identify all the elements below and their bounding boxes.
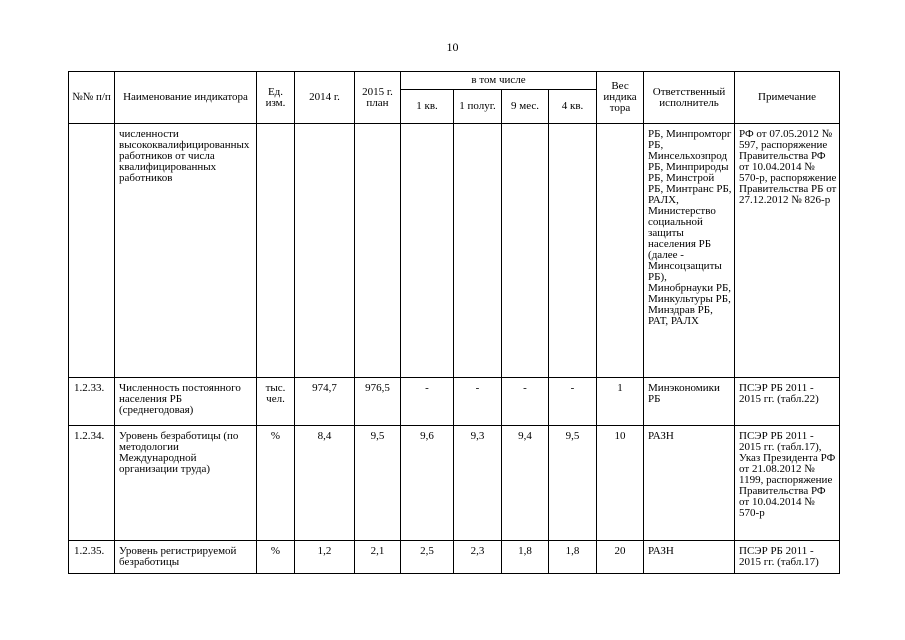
indicators-table: [68, 71, 840, 574]
cell-2015: 2,1: [355, 541, 401, 574]
page-number: 10: [446, 40, 459, 54]
cell-weight: 20: [597, 541, 644, 574]
cell-2015: 976,5: [355, 378, 401, 426]
cell-2014: 1,2: [295, 541, 355, 574]
cell-weight: [597, 124, 644, 378]
header-half-year: 1 полуг.: [454, 90, 502, 124]
cell-responsible: РБ, Минпромторг РБ, Минсельхозпрод РБ, Минприроды РБ, Минстрой РБ, Минтранс РБ, РАЛХ, Министерство социальной защиты населения РБ (далее - Минсоцзащиты РБ), Минобрнауки РБ, Минкультуры РБ, Минздрав РБ, РАТ, РАЛХ: [644, 124, 735, 378]
cell-note: ПСЭР РБ 2011 - 2015 гг. (табл.22): [735, 378, 840, 426]
header-num: №№ п/п: [69, 72, 115, 124]
cell-weight: 10: [597, 426, 644, 541]
cell-responsible: РАЗН: [644, 541, 735, 574]
cell-q1: [401, 124, 454, 378]
header-note: Примечание: [735, 72, 840, 124]
cell-num: 1.2.33.: [69, 378, 115, 426]
cell-2014: 8,4: [295, 426, 355, 541]
cell-q1: 9,6: [401, 426, 454, 541]
header-2015-plan: 2015 г. план: [355, 72, 401, 124]
cell-half-year: 2,3: [454, 541, 502, 574]
cell-q1: 2,5: [401, 541, 454, 574]
cell-2015: [355, 124, 401, 378]
cell-note: ПСЭР РБ 2011 - 2015 гг. (табл.17), Указ Президента РФ от 21.08.2012 № 1199, распоряжение Правительства РФ от 10.04.2014 № 570-р: [735, 426, 840, 541]
cell-name: численности высококвалифицированных работников от числа квалифицированных работников: [115, 124, 257, 378]
header-unit: Ед. изм.: [257, 72, 295, 124]
cell-q4: [549, 124, 597, 378]
cell-responsible: РАЗН: [644, 426, 735, 541]
header-weight: Вес индика тора: [597, 72, 644, 124]
header-q1: 1 кв.: [401, 90, 454, 124]
cell-9-months: -: [502, 378, 549, 426]
cell-unit: %: [257, 426, 295, 541]
cell-q4: 1,8: [549, 541, 597, 574]
cell-2015: 9,5: [355, 426, 401, 541]
cell-q1: -: [401, 378, 454, 426]
cell-num: 1.2.34.: [69, 426, 115, 541]
cell-unit: %: [257, 541, 295, 574]
cell-q4: -: [549, 378, 597, 426]
table-row: [69, 124, 840, 378]
header-responsible: Ответственный исполнитель: [644, 72, 735, 124]
header-name: Наименование индикатора: [115, 72, 257, 124]
cell-9-months: 9,4: [502, 426, 549, 541]
cell-half-year: [454, 124, 502, 378]
header-q4: 4 кв.: [549, 90, 597, 124]
cell-weight: 1: [597, 378, 644, 426]
cell-9-months: 1,8: [502, 541, 549, 574]
cell-name: Численность постоянного населения РБ (среднегодовая): [115, 378, 257, 426]
header-2014: 2014 г.: [295, 72, 355, 124]
cell-responsible: Минэкономики РБ: [644, 378, 735, 426]
cell-unit: [257, 124, 295, 378]
header-including: в том числе: [401, 72, 597, 90]
cell-half-year: -: [454, 378, 502, 426]
cell-half-year: 9,3: [454, 426, 502, 541]
cell-2014: 974,7: [295, 378, 355, 426]
table-row: [69, 378, 840, 426]
cell-note: ПСЭР РБ 2011 - 2015 гг. (табл.17): [735, 541, 840, 574]
cell-num: 1.2.35.: [69, 541, 115, 574]
table-row: [69, 541, 840, 574]
cell-note: РФ от 07.05.2012 № 597, распоряжение Правительства РФ от 10.04.2014 № 570-р, распоряжение Правительства РБ от 27.12.2012 № 826-р: [735, 124, 840, 378]
cell-unit: тыс. чел.: [257, 378, 295, 426]
header-9-months: 9 мес.: [502, 90, 549, 124]
table-row: [69, 426, 840, 541]
cell-9-months: [502, 124, 549, 378]
cell-name: Уровень безработицы (по методологии Международной организации труда): [115, 426, 257, 541]
cell-2014: [295, 124, 355, 378]
cell-num: [69, 124, 115, 378]
cell-name: Уровень регистрируемой безработицы: [115, 541, 257, 574]
cell-q4: 9,5: [549, 426, 597, 541]
